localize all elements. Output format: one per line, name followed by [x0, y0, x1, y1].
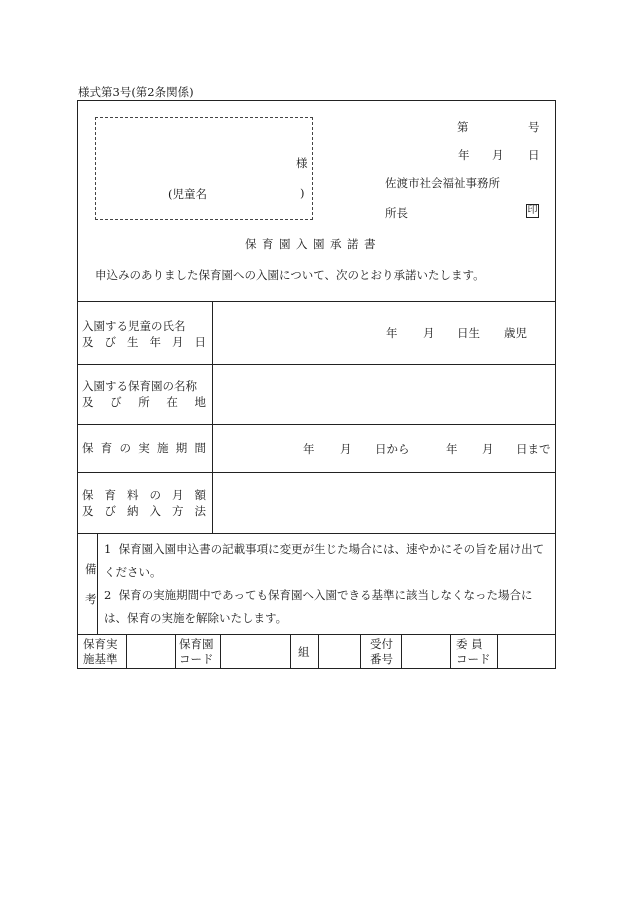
row-divider: [77, 472, 556, 473]
label-char: 及: [82, 335, 94, 349]
period-to-month: 月: [482, 442, 494, 456]
date-year: 年: [458, 148, 470, 162]
remark-note-2: [104, 584, 550, 630]
label-char: 法: [194, 504, 206, 518]
bottom-label-line: 組: [298, 645, 310, 659]
doc-number-suffix: 号: [528, 120, 540, 134]
label-char: 年: [149, 335, 161, 349]
bottom-label-nursery-code: [179, 637, 214, 667]
birth-month: 月: [423, 326, 435, 340]
child-label-line1: [82, 318, 206, 334]
nursery-label-line2: [82, 394, 206, 410]
label-char: 日: [194, 335, 206, 349]
bottom-label-line: 受付: [370, 637, 393, 651]
remark-text: 保育の実施期間中であっても保育園へ入園できる基準に該当しなくなった場合には、保育の実施を解除いたします。: [104, 588, 533, 625]
label-char: 施: [157, 441, 169, 455]
period-to-day: 日まで: [516, 442, 551, 456]
bottom-cell-divider: [290, 634, 291, 669]
remarks-divider: [97, 533, 98, 634]
bottom-cell-divider: [175, 634, 176, 669]
label-char: 及: [82, 395, 94, 409]
period-from-month: 月: [340, 442, 352, 456]
label-char: 所: [138, 395, 150, 409]
child-name-label: (児童名: [168, 187, 207, 201]
label-char: び: [104, 504, 116, 518]
form-code: 様式第3号(第2条関係): [78, 85, 194, 99]
bottom-cell-divider: [401, 634, 402, 669]
label-char: び: [104, 335, 116, 349]
bottom-label-line: 委 員: [456, 637, 483, 651]
remark-number: 2: [104, 588, 112, 602]
intro-text: 申込みのありました保育園への入園について、次のとおり承諾いたします。: [95, 268, 485, 282]
label-char: の: [149, 488, 161, 502]
birth-day: 日生: [457, 326, 480, 340]
period-from-year: 年: [303, 442, 315, 456]
row-divider: [77, 634, 556, 635]
row-divider: [77, 301, 556, 302]
label-column-divider: [212, 301, 213, 533]
bottom-cell-divider: [220, 634, 221, 669]
director-title: 所長: [385, 206, 408, 220]
label-char: 地: [194, 395, 206, 409]
bottom-cell-divider: [318, 634, 319, 669]
birth-year: 年: [386, 326, 398, 340]
fee-row-label: [82, 487, 206, 519]
label-char: 育: [100, 441, 113, 455]
bottom-label-line: 施基準: [83, 652, 118, 666]
period-label-line: [82, 440, 206, 456]
label-char: 保: [82, 441, 94, 455]
label-char: 育: [104, 488, 116, 502]
label-char: 方: [172, 504, 184, 518]
bottom-label-reception-number: [370, 637, 393, 667]
label-char: 生: [127, 335, 139, 349]
bottom-label-line: 保育実: [83, 637, 118, 651]
child-label-text: 入園する児童の氏名: [82, 319, 186, 333]
bottom-label-standard: [83, 637, 118, 667]
fee-label-line2: [82, 503, 206, 519]
label-char: 納: [127, 504, 139, 518]
bottom-label-line: 保育園: [179, 637, 214, 651]
label-char: 入: [149, 504, 161, 518]
bottom-cell-divider: [497, 634, 498, 669]
nursery-label-text: 入園する保育園の名称: [82, 379, 197, 393]
nursery-row-label: [82, 378, 206, 410]
period-row-label: [82, 440, 206, 456]
honorific: 様: [296, 156, 308, 170]
bottom-cell-divider: [360, 634, 361, 669]
bottom-label-class: [298, 645, 310, 660]
row-divider: [77, 424, 556, 425]
label-char: 料: [127, 488, 139, 502]
date-month: 月: [492, 148, 504, 162]
label-char: の: [119, 441, 131, 455]
label-char: 間: [194, 441, 206, 455]
remarks-label-bottom: 考: [85, 592, 97, 606]
label-char: 及: [82, 504, 94, 518]
label-char: 保: [82, 488, 94, 502]
seal-mark: 印: [527, 205, 538, 216]
bottom-label-line: コード: [179, 652, 214, 666]
row-divider: [77, 533, 556, 534]
child-label-line2: [82, 334, 206, 350]
age-class: 歳児: [504, 326, 527, 340]
fee-label-line1: [82, 487, 206, 503]
remarks-label-top: 備: [85, 562, 97, 576]
label-char: 実: [138, 441, 150, 455]
document-title: 保育園入園承諾書: [245, 237, 381, 251]
label-char: 期: [175, 441, 188, 455]
recipient-address-box: [95, 117, 313, 220]
bottom-label-committee-code: [456, 637, 491, 667]
bottom-cell-divider: [450, 634, 451, 669]
child-name-close: ): [300, 186, 305, 200]
label-char: 額: [194, 488, 206, 502]
label-char: 月: [172, 488, 184, 502]
child-row-label: [82, 318, 206, 350]
bottom-label-line: 番号: [370, 652, 393, 666]
remark-text: 保育園入園申込書の記載事項に変更が生じた場合には、速やかにその旨を届け出てください。: [104, 542, 545, 579]
doc-number-prefix: 第: [457, 120, 469, 134]
nursery-label-line1: [82, 378, 206, 394]
period-from-day: 日から: [375, 442, 410, 456]
label-char: 在: [166, 395, 178, 409]
remark-number: 1: [104, 542, 112, 556]
row-divider: [77, 364, 556, 365]
label-char: 月: [172, 335, 184, 349]
label-char: び: [110, 395, 122, 409]
bottom-label-line: コード: [456, 652, 491, 666]
bottom-cell-divider: [126, 634, 127, 669]
remark-note-1: [104, 538, 550, 584]
period-to-year: 年: [446, 442, 458, 456]
date-day: 日: [528, 148, 540, 162]
office-name: 佐渡市社会福祉事務所: [385, 176, 500, 190]
